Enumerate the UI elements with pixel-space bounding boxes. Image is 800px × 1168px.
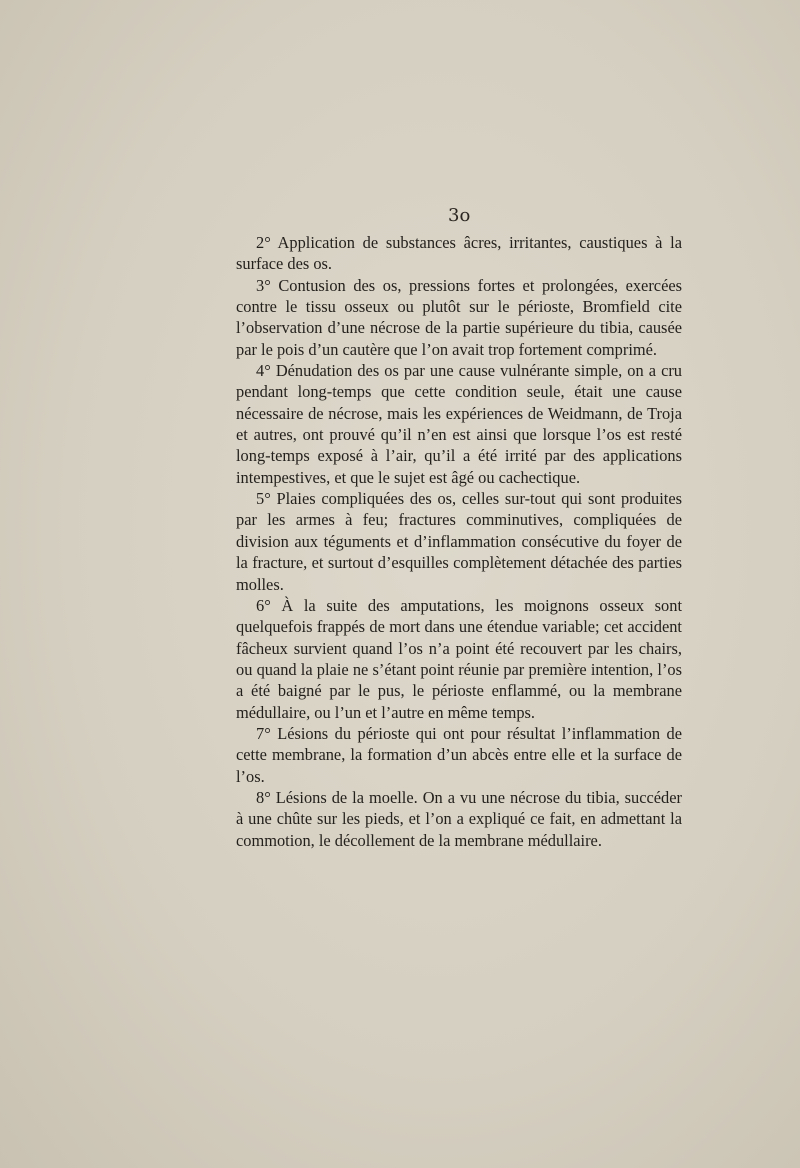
paragraph-7: 7° Lésions du périoste qui ont pour résultat l’inflammation de cette membrane, la formation d’un abcès entre elle et la surface de l’os. xyxy=(236,723,682,786)
body-text xyxy=(236,232,682,851)
page-number: 3o xyxy=(448,205,471,226)
paragraph-8: 8° Lésions de la moelle. On a vu une nécrose du tibia, succéder à une chûte sur les pieds, et l’on a expliqué ce fait, en admettant la commotion, le décollement de la membrane médullaire. xyxy=(236,787,682,850)
paragraph-4: 4° Dénudation des os par une cause vulnérante simple, on a cru pendant long-temps que cette condition seule, était une cause nécessaire de nécrose, mais les expériences de Weidmann, de Troja et autres, ont prouvé qu’il n’en est ainsi que lorsque l’os est resté long-temps exposé à l’air, qu’il a été irrité par des applications intempestives, et que le sujet est âgé ou cachectique. xyxy=(236,361,682,487)
paragraph-6: 6° À la suite des amputations, les moignons osseux sont quelquefois frappés de mort dans une étendue variable; cet accident fâcheux survient quand l’os n’a point été recouvert par les chairs, ou quand la plaie ne s’étant point réunie par première intention, l’os a été baigné par le pus, le périoste enflammé, ou la membrane médullaire, ou l’un et l’autre en même temps. xyxy=(236,595,682,722)
paragraph-2: 2° Application de substances âcres, irritantes, caustiques à la surface des os. xyxy=(236,233,682,274)
paragraph-5: 5° Plaies compliquées des os, celles sur-tout qui sont produites par les armes à feu; fractures comminutives, compliquées de division aux téguments et d’inflammation consécutive du foyer de la fracture, et surtout d’esquilles complètement détachée des parties molles. xyxy=(236,489,682,594)
paragraph-3: 3° Contusion des os, pressions fortes et prolongées, exercées contre le tissu osseux ou plutôt sur le périoste, Bromfield cite l’observation d’une nécrose de la partie supérieure du tibia, causée par le pois d’un cautère que l’on avait trop fortement comprimé. xyxy=(236,275,682,359)
